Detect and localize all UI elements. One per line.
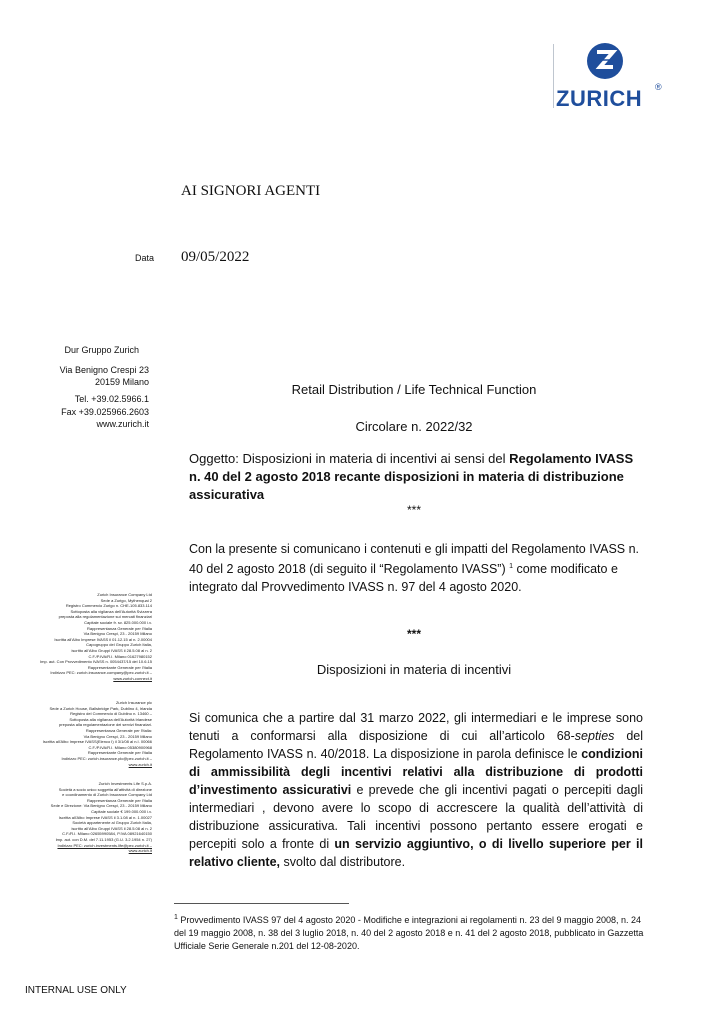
addressee: AI SIGNORI AGENTI xyxy=(181,183,321,199)
legal-line: Registro Commercio Zurigo n. CHE-105.833.114 xyxy=(65,603,152,609)
legal-pec[interactable]: Indirizzo PEC: zurich.investments.life@pec.zurich.it – xyxy=(57,842,152,848)
legal-line: Iscritta all'Albo Imprese IVASS il 01.12.15 al n. 2.00004 xyxy=(54,636,152,642)
legal-web-link[interactable]: www.zurich.it xyxy=(128,761,152,767)
legal-lines xyxy=(0,592,152,670)
circolare-number: Circolare n. 2022/32 xyxy=(355,419,473,434)
legal-lines xyxy=(0,781,152,843)
footnote-mark: 1 xyxy=(174,914,178,921)
legal-line: Sede e Direzione: Via Benigno Crespi, 23 - 20159 Milano xyxy=(50,803,152,809)
legal-line: iscritto all'Albo Gruppi IVASS il 28.5.08 al n. 2 xyxy=(71,825,152,831)
subject-label: Oggetto xyxy=(189,451,236,466)
legal-line: preposta alla regolamentazione dei servizi finanziari. xyxy=(59,722,152,728)
sender-address-line2: 20159 Milano xyxy=(94,377,149,387)
legal-line: Sede a Zurigo, Mythenquai 2 xyxy=(100,597,152,603)
legal-pec: Indirizzo PEC: zurich.insurance.company@pec.zurich.it – xyxy=(50,670,152,676)
legal-line: Società appartenente al Gruppo Zurich Italia, xyxy=(72,820,152,826)
legal-line: Via Benigno Crespi, 23 - 20159 Milano xyxy=(83,733,152,739)
sender-address xyxy=(0,364,149,388)
sender-fax: Fax +39.025966.2603 xyxy=(61,407,149,417)
incentives-text-a: Si comunica che a partire dal 31 marzo 2022, gli intermediari e le imprese sono tenuti a conformarsi alla disposizione di cui all’articolo 68- xyxy=(189,711,643,743)
footnote-divider xyxy=(174,903,349,904)
incentives-bold-2: un servizio aggiuntivo, o di livello superiore per il relativo cliente, xyxy=(189,837,643,869)
legal-line: Società a socio unico soggetta all'attività di direzione xyxy=(58,786,152,792)
legal-line: preposta alla regolamentazione sui mercati finanziari xyxy=(58,614,152,620)
legal-line: Rappresentanza Generale per l'Italia: xyxy=(85,727,152,733)
legal-line: Capitale sociale € 199.000.000 i.v. xyxy=(91,808,152,814)
legal-line: Imp. aut. Con Provvedimento IVASS n. 0054437/15 del 10.6.15 xyxy=(40,659,152,665)
intro-text-b: come modificato e integrato dal Provvedimento IVASS n. 97 del 4 agosto 2020. xyxy=(189,562,618,595)
incentives-bold-1: condizioni di ammissibilità degli incentivi relativi alla distribuzione di prodotti d’investimento assicurativi xyxy=(189,747,643,797)
sender-contacts xyxy=(0,393,149,419)
zurich-logo-icon xyxy=(587,43,623,79)
legal-block-zil xyxy=(0,781,152,854)
legal-line: Zurich Insurance Company Ltd xyxy=(97,592,152,597)
legal-line: C.F./R.I. Milano 02655990584, P.IVA 08921640150 xyxy=(62,831,152,837)
footnote xyxy=(174,911,644,953)
legal-line: C.F./P.IVA/R.I. Milano 05380900968 xyxy=(88,744,152,750)
legal-line: Zurich Insurance plc xyxy=(115,700,152,705)
section-title: Disposizioni in materia di incentivi xyxy=(316,662,512,677)
zurich-logo-wordmark: ZURICH xyxy=(556,86,643,111)
date-value: 09/05/2022 xyxy=(181,249,250,265)
legal-line: e coordinamento di Zurich Insurance Company Ltd xyxy=(62,792,152,798)
legal-line: Iscritta all'Albo Imprese IVASS il 3.1.08 al n. 1.00027 xyxy=(58,814,152,820)
subject-text: : Disposizioni in materia di incentivi ai sensi del xyxy=(235,451,510,466)
separator-stars-bold: *** xyxy=(406,627,421,641)
separator-stars: *** xyxy=(406,503,421,517)
sender-name: Dur Gruppo Zurich xyxy=(64,345,139,355)
document-title: Retail Distribution / Life Technical Function xyxy=(291,382,537,397)
intro-paragraph xyxy=(189,540,641,596)
legal-line: Rappresentanza Generale per l'Italia xyxy=(86,625,152,631)
legal-block-zic xyxy=(0,592,152,682)
legal-line: C.F./P.IVA/R.I. Milano 01627980152 xyxy=(88,653,152,659)
legal-line: Via Benigno Crespi, 23 - 20159 Milano xyxy=(83,631,152,637)
sender-tel: Tel. +39.02.5966.1 xyxy=(74,394,149,404)
sender-website: www.zurich.it xyxy=(96,419,149,429)
legal-line: Rappresentante Generale per l'Italia xyxy=(87,664,152,670)
classification-label: INTERNAL USE ONLY xyxy=(25,985,127,996)
legal-lines xyxy=(0,700,152,762)
legal-block-zip xyxy=(0,700,152,767)
legal-line: Capogruppo del Gruppo Zurich Italia, xyxy=(86,642,152,648)
legal-web-link[interactable]: www.zurich.it xyxy=(128,848,152,854)
incentives-text-b: del Regolamento IVASS n. 40/2018. La disposizione in parola definisce le xyxy=(189,729,644,761)
footnote-text: Provvedimento IVASS 97 del 4 agosto 2020 - Modifiche e integrazioni ai regolamenti n. 23 del 9 maggio 2008, n. 24 del 19 maggio 2008, n. 38 del 3 luglio 2018, n. 40 del 2 agosto 2018 e n. 41 del 2 agosto 2018, pubblicato in Gazzetta Ufficiale Serie Generale n.201 del 12-08-2020. xyxy=(174,915,644,951)
legal-line: Registro del Commercio di Dublino n. 13460 – xyxy=(70,711,152,717)
subject-paragraph xyxy=(189,450,641,504)
incentives-text-d: svolto dal distributore. xyxy=(280,855,406,869)
legal-line: Rappresentanza Generale per l'Italia xyxy=(86,797,152,803)
legal-line: Rappresentante Generale per l'Italia xyxy=(87,750,152,756)
incentives-text-c: e prevede che gli incentivi pagati o percepiti dagli intermediari , devono avere lo scopo di accrescere la qualità dell’attività di distribuzione assicurativa. Tali incentivi possono pertanto essere erogati e percepiti solo a fronte di xyxy=(189,783,643,851)
subject-bold-text: Regolamento IVASS n. 40 del 2 agosto 2018 recante disposizioni in materia di distribuzione assicurativa xyxy=(189,451,634,502)
legal-line: Sede a Zurich House, Ballsbridge Park, Dublino 4, Irlanda xyxy=(49,705,152,711)
legal-line: iscritto all'Albo Gruppi IVASS il 28.5.08 al n. 2 xyxy=(71,647,152,653)
legal-line: Zurich Investments Life S.p.A. xyxy=(98,781,152,786)
footnote-ref[interactable]: 1 xyxy=(509,563,513,570)
legal-line: Sottoposta alla vigilanza dell'Autorità Svizzera xyxy=(70,608,152,614)
logo-divider xyxy=(553,44,554,108)
legal-line: Capitale sociale fr. sv. 825.000.000 i.v. xyxy=(84,619,152,625)
incentives-italic: septies xyxy=(574,729,615,743)
legal-web-link[interactable]: www.zurich-connect.it xyxy=(113,675,152,681)
legal-line: Sottoposta alla vigilanza dell'Autorità Irlandese xyxy=(69,716,152,722)
incentives-paragraph xyxy=(189,709,643,871)
legal-line: Indirizzo PEC: zurich.insurance.plc@pec.zurich.it – xyxy=(61,755,152,761)
registered-mark: ® xyxy=(655,82,662,92)
intro-text-a: Con la presente si comunicano i contenuti e gli impatti del Regolamento IVASS n. 40 del 2 agosto 2018 (di seguito il “Regolamento IVASS”) xyxy=(189,542,640,577)
sender-address-line1: Via Benigno Crespi 23 xyxy=(59,365,149,375)
legal-line: Iscritta all'Albo Imprese IVASS(Elenco I) il 3/1/08 al n.I. 00066 xyxy=(42,739,152,745)
legal-line: Imp. aut. con D.M. del 7.11.1953 (G.U. 3.2.1954 n. 27) xyxy=(55,836,152,842)
date-label: Data xyxy=(135,253,155,263)
